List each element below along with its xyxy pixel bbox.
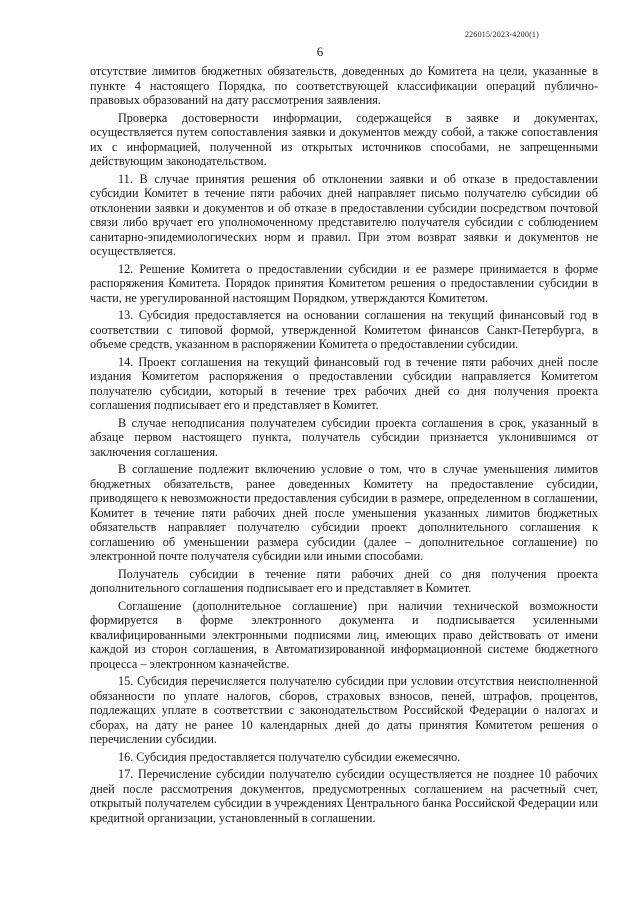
paragraph: 15. Субсидия перечисляется получателю субсидии при условии отсутствия неисполненной обязанности по уплате налогов, сборов, страховых взносов, пеней, штрафов, процентов, подлежащих уплате в соответствии с законодательством Российской Федерации о налогах и сборах, на дату не ранее 10 календарных дней до даты принятия Комитетом решения о перечислении субсидии. — [90, 674, 598, 746]
paragraph: 17. Перечисление субсидии получателю субсидии осуществляется не позднее 10 рабочих дней после рассмотрения документов, предусмотренных соглашением на расчетный счет, открытый получателем субсидии в учреждениях Центрального банка Российской Федерации или кредитной организации, установленный в соглашении. — [90, 767, 598, 825]
document-id: 226015/2023-4200(1) — [464, 30, 539, 39]
paragraph: В случае неподписания получателем субсидии проекта соглашения в срок, указанный в абзаце первом настоящего пункта, получатель субсидии признается уклонившимся от заключения соглашения. — [90, 415, 598, 459]
page-number: 6 — [316, 44, 324, 59]
paragraph: 16. Субсидия предоставляется получателю субсидии ежемесячно. — [118, 749, 461, 764]
paragraph: Получатель субсидии в течение пяти рабочих дней со дня получения проекта дополнительного соглашения подписывает его и представляет в Комитет. — [90, 566, 598, 595]
paragraph: Проверка достоверности информации, содержащейся в заявке и документах, осуществляется путем сопоставления заявки и документов между собой, а также сопоставления их с информацией, полученной из открытых источников способами, не запрещенными действующим законодательством. — [90, 110, 598, 168]
paragraph: отсутствие лимитов бюджетных обязательств, доведенных до Комитета на цели, указанные в пункте 4 настоящего Порядка, по соответствующей классификации операций публично-правовых образований на дату рассмотрения заявления. — [90, 64, 598, 107]
paragraph: 11. В случае принятия решения об отклонении заявки и об отказе в предоставлении субсидии Комитет в течение пяти рабочих дней направляет письмо получателю субсидии об отклонении заявки и документов и об отказе в предоставлении субсидии посредством почтовой связи либо вручает его уполномоченному представителю получателя субсидии с соблюдением санитарно-эпидемиологических норм и правил. При этом возврат заявки и документов не осуществляется. — [90, 171, 598, 258]
document-body — [90, 64, 598, 828]
paragraph: 12. Решение Комитета о предоставлении субсидии и ее размере принимается в форме распоряжения Комитета. Порядок принятия Комитетом решения о предоставлении субсидии в части, не урегулированной настоящим Порядком, утверждаются Комитетом. — [90, 261, 598, 305]
paragraph: 13. Субсидия предоставляется на основании соглашения на текущий финансовый год в соответствии с типовой формой, утвержденной Комитетом финансов Санкт-Петербурга, в объеме средств, указанном в распоряжении Комитета о предоставлении субсидии. — [90, 308, 598, 351]
paragraph: В соглашение подлежит включению условие о том, что в случае уменьшения лимитов бюджетных обязательств, ранее доведенных Комитету на предоставление субсидии, приводящего к невозможности предоставления субсидии в размере, определенном в соглашении, Комитет в течение пяти рабочих дней после уменьшения указанных лимитов бюджетных обязательств направляет получателю субсидии проект дополнительного соглашения к соглашению об уменьшении размера субсидии (далее – дополнительное соглашение) по электронной почте получателя субсидии или иными способами. — [90, 462, 598, 563]
paragraph: 14. Проект соглашения на текущий финансовый год в течение пяти рабочих дней после издания Комитетом распоряжения о предоставлении субсидии направляется Комитетом получателю субсидии, который в течение трех рабочих дней со дня получения проекта соглашения подписывает его и представляет в Комитет. — [90, 354, 598, 412]
paragraph: Соглашение (дополнительное соглашение) при наличии технической возможности формируется в форме электронного документа и подписывается усиленными квалифицированными электронными подписями лиц, имеющих право действовать от имени каждой из сторон соглашения, в Автоматизированной информационной системе бюджетного процесса – электронном казначействе. — [90, 598, 598, 671]
